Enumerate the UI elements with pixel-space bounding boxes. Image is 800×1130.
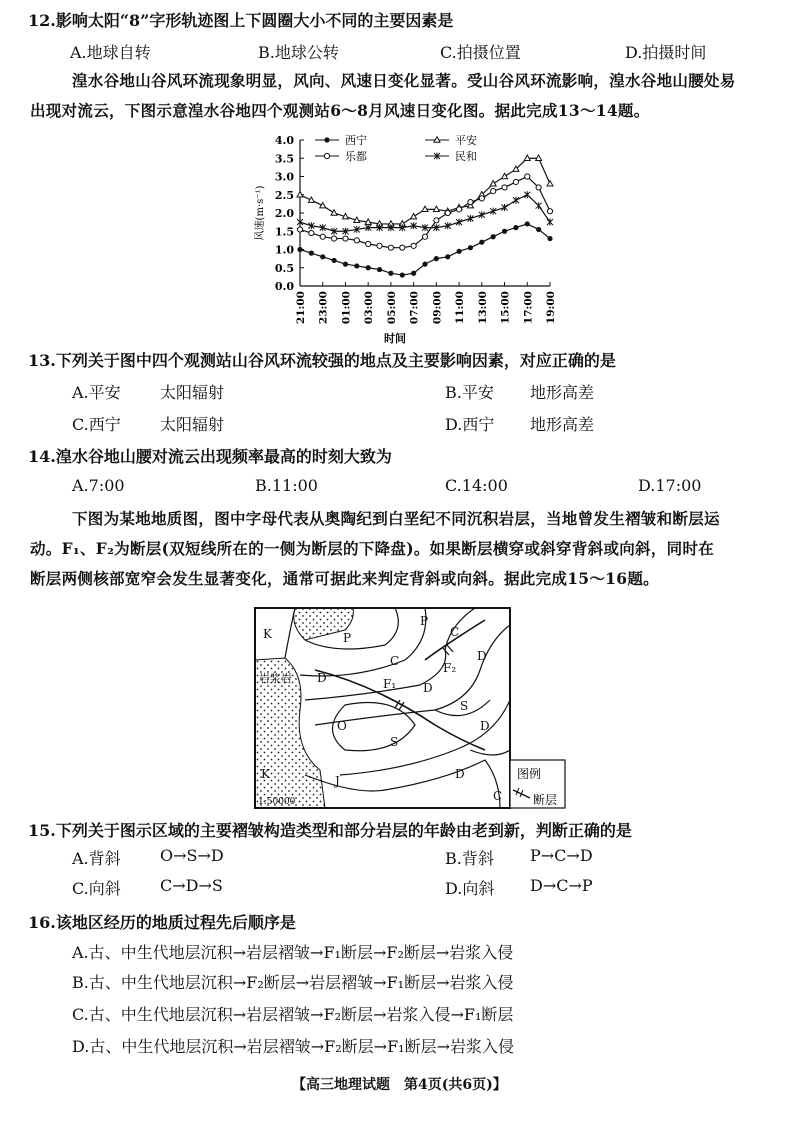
legend-label: 乐都 (345, 150, 367, 163)
q13-option-c-factor: 太阳辐射 (160, 415, 225, 434)
q14-option-b: B.11:00 (255, 476, 318, 495)
series-point-2 (331, 236, 336, 241)
series-point-0 (525, 221, 530, 226)
y-axis-label: 风速(m·s⁻¹) (255, 185, 266, 241)
x-tick-label: 03:00 (363, 291, 376, 325)
q14-option-a: A.7:00 (72, 476, 125, 495)
q16-option-a: A.古、中生代地层沉积→岩层褶皱→F₁断层→F₂断层→岩浆入侵 (72, 943, 514, 962)
q16-option-c: C.古、中生代地层沉积→岩层褶皱→F₂断层→岩浆入侵→F₁断层 (72, 1005, 514, 1024)
series-point-0 (502, 229, 507, 234)
series-point-2 (400, 245, 405, 250)
q12-stem: 12.影响太阳“8”字形轨迹图上下圆圈大小不同的主要因素是 (28, 11, 454, 30)
series-line-1 (300, 158, 550, 224)
x-tick-label: 15:00 (499, 291, 512, 325)
series-point-1 (490, 181, 496, 186)
series-point-0 (547, 236, 552, 241)
label-d4: D (480, 719, 490, 733)
q15-option-a-order: O→S→D (160, 846, 224, 865)
series-point-2 (491, 189, 496, 194)
series-point-0 (422, 262, 427, 267)
series-point-2 (536, 185, 541, 190)
x-tick-label: 01:00 (340, 291, 353, 325)
label-c2: C (390, 654, 400, 668)
series-point-3 (456, 219, 462, 226)
series-point-0 (331, 258, 336, 263)
q14-option-d: D.17:00 (638, 476, 702, 495)
series-point-3 (513, 197, 519, 204)
series-point-0 (411, 271, 416, 276)
x-tick-label: 13:00 (476, 291, 489, 325)
geologic-map (245, 600, 570, 815)
series-point-1 (331, 210, 337, 215)
series-point-0 (491, 234, 496, 239)
legend-marker (324, 153, 329, 158)
series-point-2 (525, 174, 530, 179)
q14-stem: 14.湟水谷地山腰对流云出现频率最高的时刻大致为 (28, 447, 392, 466)
q15-option-c-order: C→D→S (160, 876, 223, 895)
q12-option-a: A.地球自转 (70, 43, 151, 62)
series-point-3 (297, 219, 303, 226)
series-point-2 (354, 238, 359, 243)
q13-option-d-label: D.西宁 (445, 415, 495, 434)
series-point-0 (320, 254, 325, 259)
q13-option-a-factor: 太阳辐射 (160, 383, 225, 402)
y-tick-label: 3.5 (274, 152, 294, 166)
q13-option-d-factor: 地形高差 (530, 415, 595, 434)
x-axis-label: 时间 (384, 332, 406, 345)
q15-stem: 15.下列关于图示区域的主要褶皱构造类型和部分岩层的年龄由老到新，判断正确的是 (28, 821, 632, 840)
q12-option-d: D.拍摄时间 (625, 43, 707, 62)
y-tick-label: 0.0 (274, 280, 294, 293)
y-tick-label: 2.5 (274, 188, 294, 202)
q16-option-b: B.古、中生代地层沉积→F₂断层→岩层褶皱→F₁断层→岩浆入侵 (72, 973, 514, 992)
series-point-2 (502, 185, 507, 190)
label-d5: D (455, 767, 465, 781)
series-point-2 (547, 209, 552, 214)
map-scale: 1:50000 (258, 797, 296, 807)
series-point-3 (490, 208, 496, 215)
series-point-2 (320, 234, 325, 239)
q14-option-c: C.14:00 (445, 476, 508, 495)
legend-fault-label: 断层 (533, 793, 558, 807)
series-point-2 (468, 199, 473, 204)
series-point-2 (366, 241, 371, 246)
q16-stem: 16.该地区经历的地质过程先后顺序是 (28, 913, 296, 932)
intro15-line1: 下图为某地地质图，图中字母代表从奥陶纪到白垩纪不同沉积岩层，当地曾发生褶皱和断层运 (72, 509, 720, 528)
q15-option-d-order: D→C→P (530, 876, 593, 895)
series-point-0 (343, 262, 348, 267)
y-tick-label: 4.0 (274, 134, 294, 147)
label-magma: 岩浆岩 (259, 672, 292, 685)
series-point-2 (388, 245, 393, 250)
label-j: J (335, 774, 340, 788)
x-tick-label: 07:00 (408, 291, 421, 325)
series-point-0 (456, 249, 461, 254)
series-point-2 (377, 243, 382, 248)
boundary-k (285, 608, 295, 658)
legend-title: 图例 (517, 767, 542, 781)
q15-option-d-label: D.向斜 (445, 879, 495, 898)
x-tick-label: 23:00 (317, 291, 330, 325)
label-d3: D (423, 681, 433, 695)
q15-option-b-label: B.背斜 (445, 849, 494, 868)
q15-option-b-order: P→C→D (530, 846, 593, 865)
series-point-2 (309, 230, 314, 235)
y-tick-label: 0.5 (274, 261, 294, 275)
page-footer: 【高三地理试题 第4页(共6页)】 (292, 1077, 507, 1093)
series-point-0 (536, 227, 541, 232)
intro15-line2: 动。F₁、F₂为断层(双短线所在的一侧为断层的下降盘)。如果断层横穿或斜穿背斜或向斜，同时在 (30, 539, 715, 558)
y-tick-label: 3.0 (274, 170, 294, 184)
series-point-3 (502, 204, 508, 211)
legend-label: 平安 (455, 134, 477, 147)
x-tick-label: 09:00 (431, 291, 444, 325)
legend-label: 西宁 (345, 134, 367, 147)
q13-option-b-factor: 地形高差 (530, 383, 595, 402)
wind-speed-chart (245, 128, 565, 348)
series-point-2 (422, 234, 427, 239)
x-tick-label: 05:00 (385, 291, 398, 325)
intro13-line1: 湟水谷地山谷风环流现象明显，风向、风速日变化显著。受山谷风环流影响，湟水谷地山腰处易 (72, 71, 736, 90)
label-f2: F₂ (443, 661, 457, 675)
series-point-0 (388, 271, 393, 276)
x-tick-label: 19:00 (545, 291, 557, 325)
series-point-3 (547, 219, 553, 226)
legend-marker (324, 137, 329, 142)
label-c3: C (493, 789, 503, 803)
series-point-3 (524, 191, 530, 198)
x-tick-label: 11:00 (454, 291, 467, 325)
series-point-0 (400, 272, 405, 277)
label-o: O (337, 719, 347, 733)
label-k2: K (261, 767, 270, 781)
legend-label: 民和 (455, 150, 477, 163)
series-point-1 (502, 173, 508, 178)
q16-option-d: D.古、中生代地层沉积→岩层褶皱→F₂断层→F₁断层→岩浆入侵 (72, 1037, 515, 1056)
intro13-line2: 出现对流云，下图示意湟水谷地四个观测站6～8月风速日变化图。据此完成13～14题。 (30, 101, 650, 120)
series-point-2 (513, 179, 518, 184)
series-point-0 (354, 263, 359, 268)
q13-option-a-label: A.平安 (72, 383, 121, 402)
series-point-2 (297, 227, 302, 232)
label-k1: K (263, 627, 272, 641)
x-tick-label: 17:00 (522, 291, 535, 325)
x-tick-label: 21:00 (295, 291, 307, 325)
label-d1: D (477, 649, 487, 663)
label-f1: F₁ (383, 677, 397, 691)
series-point-0 (445, 254, 450, 259)
y-tick-label: 1.5 (274, 225, 294, 239)
q13-option-c-label: C.西宁 (72, 415, 121, 434)
series-point-2 (479, 196, 484, 201)
series-point-2 (411, 243, 416, 248)
q13-stem: 13.下列关于图中四个观测站山谷风环流较强的地点及主要影响因素，对应正确的是 (28, 351, 616, 370)
y-tick-label: 1.0 (274, 243, 294, 257)
series-point-0 (513, 225, 518, 230)
label-c1: C (450, 625, 460, 639)
q15-option-c-label: C.向斜 (72, 879, 121, 898)
series-point-3 (467, 215, 473, 222)
series-point-2 (445, 210, 450, 215)
series-point-0 (309, 251, 314, 256)
series-point-0 (377, 267, 382, 272)
series-point-3 (479, 211, 485, 218)
series-point-2 (434, 218, 439, 223)
label-p1: P (343, 631, 352, 645)
series-point-2 (343, 236, 348, 241)
q12-option-b: B.地球公转 (258, 43, 339, 62)
series-point-3 (536, 202, 542, 209)
label-s1: S (390, 735, 399, 749)
series-point-2 (456, 207, 461, 212)
series-point-0 (468, 245, 473, 250)
series-point-0 (479, 240, 484, 245)
label-s2: S (460, 699, 469, 713)
label-p2: P (420, 614, 429, 628)
q12-option-c: C.拍摄位置 (440, 43, 521, 62)
label-d2: D (317, 671, 327, 685)
series-point-1 (547, 181, 553, 186)
q15-option-a-label: A.背斜 (72, 849, 121, 868)
series-point-0 (297, 247, 302, 252)
y-tick-label: 2.0 (274, 207, 294, 220)
q13-option-b-label: B.平安 (445, 383, 494, 402)
series-point-0 (366, 265, 371, 270)
series-point-0 (434, 256, 439, 261)
intro15-line3: 断层两侧核部宽窄会发生显著变化，通常可据此来判定背斜或向斜。据此完成15～16题。 (30, 569, 659, 588)
boundary-d-right (470, 750, 510, 755)
series-point-1 (411, 213, 417, 218)
